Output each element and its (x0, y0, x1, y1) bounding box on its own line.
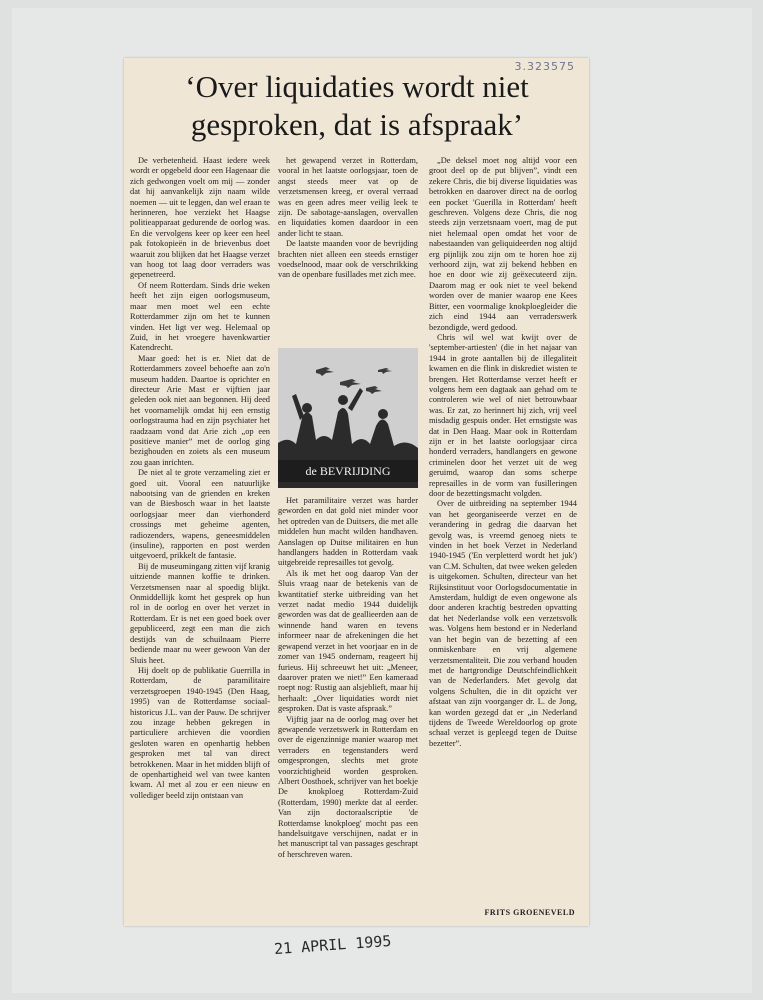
paragraph: Over de uitbreiding na september 1944 van het georganiseerde verzet en de verandering in gedrag die daarvan het gevolg was, is vreemd genoeg niets te vinden in het boek Verzet in Nederland 1940-1945 ('En verpletterd wordt het juk') van C.M. Schulten, dat twee weken geleden is uitgekomen. Schulten, directeur van het Rijksinstituut voor Oorlogsdocumentatie in Amsterdam, huldigt de even ongewone als door anderen krachtig bestreden opvatting dat het Nederlandse volk een verzetsvolk was. Volgens hem bestond er in Nederland van het begin van de bezetting af een onmiskenbare en vrij algemene verzetsmentaliteit. Die zou verband houden met de hartgrondige Deutschfeindlichkeit van de Nederlanders. Met gevolg dat volgens Schulten, die in dit opzicht ver afstaat van zijn voorganger dr. L. de Jong, kan worden gezegd dat er „in Nederland tijdens de Tweede Wereldoorlog op grote schaal verzet is gepleegd tegen de Duitse bezetter”. (429, 499, 577, 748)
paragraph: De niet al te grote verzameling ziet er goed uit. Vooral een natuurlijke nabootsing van de grienden en kreken van de Biesbosch waar in het laatste oorlogsjaar meer dan vierhonderd crossings met geheime agenten, radiozenders, wapens, geneesmiddelen (insuline), rapporten en post werden uitgevoerd, prikkelt de fantasie. (130, 468, 270, 561)
handwritten-date: 21 APRIL 1995 (273, 931, 392, 959)
paragraph: De laatste maanden voor de bevrijding brachten niet alleen een steeds ernstiger voedselnood, maar ook de verschrikking van de openbare fusillades met zich mee. (278, 239, 418, 280)
paragraph: Chris wil wel wat kwijt over de 'september-artiesten' (die in het najaar van 1944 in grote aantallen bij de illegaliteit kwamen en die flink in diskrediet wisten te brengen. Het Rotterdamse verzet heeft er volgens hem een dagtaak aan gehad om te controleren wie wel of niet betrouwbaar was. Er zat, zo herinnert hij zich, vrij veel misdadig gespuis onder. Het ernstigste was dat in Den Haag. Maar ook in Rotterdam zijn er in het laatste oorlogsjaar circa honderd verraders, handlangers en gewone criminelen door het verzet uit de weg geruimd, waarop dan soms scherpe represailles in de vorm van fusilleringen door de bezettingsmacht volgden. (429, 332, 577, 498)
paragraph: het gewapend verzet in Rotterdam, vooral in het laatste oorlogsjaar, toen de angst steeds meer vat op de verzetsmensen kreeg, er overal verraad was en geen adres meer veilig leek te zijn. De sabotage-aanslagen, overvallen en liquidaties komen daardoor in een ander licht te staan. (278, 156, 418, 238)
article-column-3 (429, 156, 577, 749)
paragraph: Hij doelt op de publikatie Guerrilla in Rotterdam, de paramilitaire verzetsgroepen 1940-1945 (Den Haag, 1995) van de Rotterdamse sociaal-historicus J.L. van der Pauw. De schrijver zou inzage hebben gekregen in particuliere archieven die voordien gesloten waren en openhartig hebben gesproken met tal van direct betrokkenen. Maar in het midden blijft of de openhartigheid wel van twee kanten kwam. Al met al zou er een nieuw en vollediger beeld zijn ontstaan van (130, 665, 270, 800)
illustration-banner: de BEVRIJDING (278, 460, 418, 482)
article-column-2-bottom (278, 496, 418, 860)
paragraph: Het paramilitaire verzet was harder geworden en dat gold niet minder voor het optreden van de Duitsers, die met alle middelen hun macht wilden handhaven. Aanslagen op Duitse militairen en hun handlangers hadden in Rotterdam vaak uitgebreide represailles tot gevolg. (278, 496, 418, 568)
paragraph: De verbetenheid. Haast iedere week wordt er opgebeld door een Hagenaar die zich gedwongen voelt om mij — zonder dat hij aanvankelijk zijn naam wilde noemen — uit te leggen, dan wel eraan te herinneren, hoe verziekt het Haagse politieapparaat gedurende de oorlog was. En die vervolgens keer op keer een heel pak fotokopieën in de brievenbus doet waaruit zou blijken dat het Haagse verzet van hoog tot laag door verraders was gepenetreerd. (130, 156, 270, 280)
paragraph: Of neem Rotterdam. Sinds drie weken heeft het zijn eigen oorlogsmuseum, maar men moet wel een echte Rotterdammer zijn om het te kunnen vinden. Het ligt ver weg. Helemaal op Zuid, in het vroegere havenkwartier Katendrecht. (130, 280, 270, 353)
author-byline: FRITS GROENEVELD (484, 908, 575, 917)
article-column-2-top (278, 156, 418, 281)
headline: ‘Over liquidaties wordt niet gesproken, dat is afspraak’ (185, 69, 529, 142)
liberation-illustration (278, 348, 418, 488)
archive-reference-number: 3.323575 (514, 60, 575, 73)
paragraph: „De deksel moet nog altijd voor een groot deel op de put blijven”, vindt een zekere Chris, die bij diverse liquidaties was betrokken en daarover direct na de oorlog een pocket 'Guerilla in Rotterdam' heeft geschreven. Volgens deze Chris, die nog steeds zijn verzetsnaam voert, mag de put niet helemaal open omdat het voor de nabestaanden van geliquideerden nog altijd erg pijnlijk zou zijn om te horen hoe zij verhoord zijn, wat zij bekend hebben en hoe en door wie zij geëxecuteerd zijn. Daarom mag er ook niet te veel bekend worden over de manier waarop ene Kees Bitter, een voormalige knokploegleider die zich eind 1944 aan verraderswerk bezondigde, werd gedood. (429, 156, 577, 332)
paragraph: Als ik met het oog daarop Van der Sluis vraag naar de betekenis van de kwantitatief sterke uitbreiding van het verzet nadat medio 1944 duidelijk geworden was dat de geallieerden aan de winnende hand waren en tevens informeer naar de afrekeningen die het gewapend verzet in het voorjaar en in de zomer van 1945 ondernam, reageert hij furieus. Hij schreeuwt het uit: „Meneer, daarover praten we niet!” Een kameraad roept nog: Rustig aan alsjeblieft, maar hij herhaalt: „Over liquidaties wordt niet gesproken. Dat is vaste afspraak.” (278, 568, 418, 714)
paragraph: Vijftig jaar na de oorlog mag over het gewapende verzetswerk in Rotterdam en over de eigenzinnige manier waarop met verraders en tegenstanders werd omgesprongen, slechts met grote voorzichtigheid worden gesproken. Albert Oosthoek, schrijver van het boekje De knokploeg Rotterdam-Zuid (Rotterdam, 1990) merkte dat al eerder. Van zijn doctoraalscriptie 'de Rotterdamse knokploeg' mocht pas een handelsuitgave verschijnen, nadat er in het manuscript tal van passages geschrapt of herschreven waren. (278, 714, 419, 859)
paragraph: Maar goed: het is er. Niet dat de Rotterdammers zoveel behoefte aan zo'n museum hadden. Daartoe is oprichter en directeur Arie Mast er vijftien jaar geleden ook niet aan begonnen. Hij deed het voornamelijk omdat hij een ernstig oorlogstrauma had en zijn psychiater het raadzaam vond dat Arie zich „op een positieve manier” met de oorlog ging bezighouden en zoiets als een museum zou gaan inrichten. (130, 353, 270, 467)
paragraph: Bij de museumingang zitten vijf kranig uitziende mannen koffie te drinken. Verzetsmensen naar al spoedig blijkt. Onmiddellijk komt het gesprek op hun rol in de oorlog en over het verzet in Rotterdam. Er is net een goed boek over gepubliceerd, zegt een man die zich destijds van de schuilnaam Pierre bediende maar nu weer gewoon Van der Sluis heet. (130, 561, 270, 665)
article-column-1 (130, 156, 270, 801)
newspaper-clipping (124, 58, 589, 959)
